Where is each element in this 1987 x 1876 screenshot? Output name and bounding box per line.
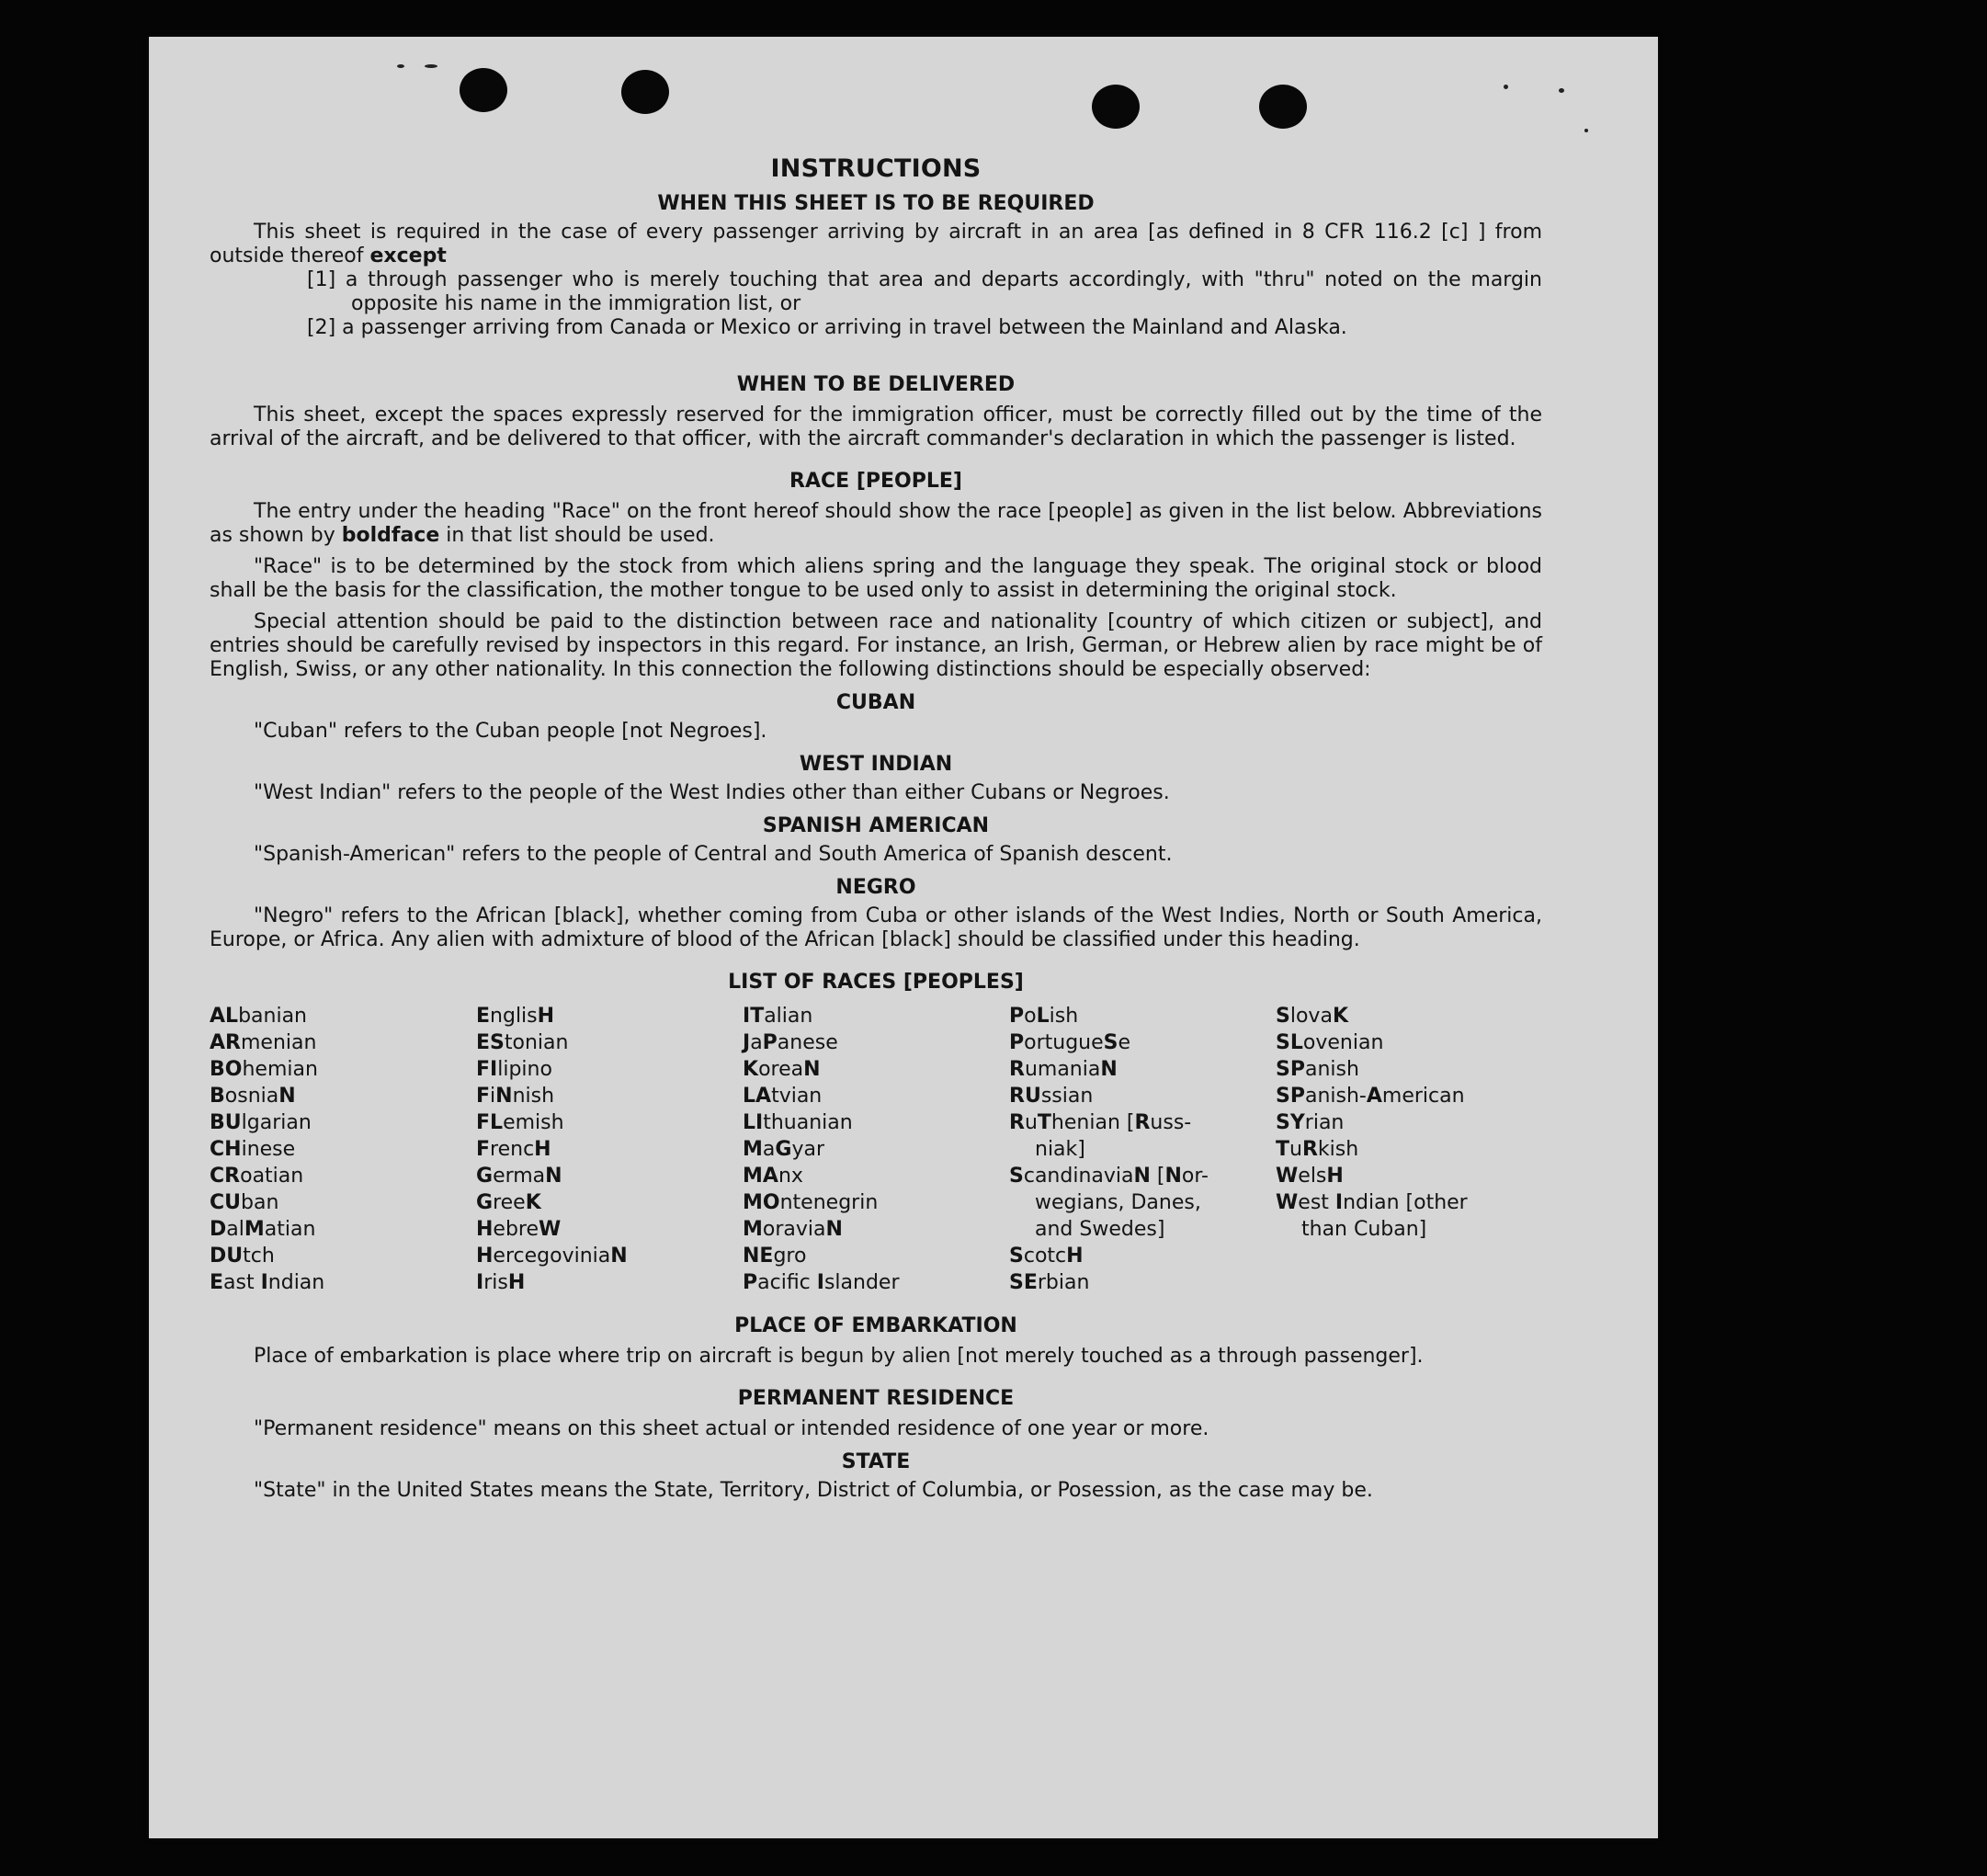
race-entry: ARmenian bbox=[210, 1031, 317, 1054]
list-item: [2] a passenger arriving from Canada or Mexico or arriving in travel between the Mainland and Alaska. bbox=[307, 316, 1347, 339]
paragraph: "Spanish-American" refers to the people of Central and South America of Spanish descent. bbox=[254, 843, 1173, 866]
instructions-content bbox=[210, 154, 1542, 1503]
section-heading: LIST OF RACES [PEOPLES] bbox=[728, 971, 1024, 994]
race-entry: PortugueSe bbox=[1009, 1031, 1131, 1054]
punch-hole bbox=[1259, 85, 1307, 129]
races-list bbox=[210, 1003, 1542, 1296]
section-heading: SPANISH AMERICAN bbox=[762, 814, 990, 837]
race-entry: NEgro bbox=[743, 1245, 807, 1268]
paragraph: The entry under the heading "Race" on the front hereof should show the race [people] as given in the list below. Abbreviations as shown by boldface in that list should be used. bbox=[210, 500, 1542, 547]
race-entry: EnglisH bbox=[476, 1005, 555, 1028]
list-item: [1] a through passenger who is merely touching that area and departs accordingly, with "thru" noted on the margin opposite his name in the immigration list, or bbox=[307, 268, 1542, 315]
race-column bbox=[210, 1003, 476, 1296]
race-entry: and Swedes] bbox=[1035, 1218, 1165, 1241]
race-entry: SLovenian bbox=[1276, 1031, 1384, 1054]
paragraph: "State" in the United States means the State, Territory, District of Columbia, or Posession, as the case may be. bbox=[254, 1479, 1373, 1502]
section-heading: WEST INDIAN bbox=[799, 753, 953, 776]
race-column bbox=[1009, 1003, 1276, 1296]
race-entry: West Indian [other bbox=[1276, 1191, 1468, 1214]
race-column bbox=[1276, 1003, 1542, 1296]
race-entry: RumaniaN bbox=[1009, 1058, 1118, 1081]
race-entry: ScandinaviaN [Nor- bbox=[1009, 1165, 1209, 1188]
race-entry: KoreaN bbox=[743, 1058, 821, 1081]
race-entry: SPanish-American bbox=[1276, 1085, 1465, 1108]
punch-hole bbox=[460, 68, 507, 112]
race-entry: ScotcH bbox=[1009, 1245, 1084, 1268]
race-entry: HercegoviniaN bbox=[476, 1245, 628, 1268]
section-heading: WHEN THIS SHEET IS TO BE REQUIRED bbox=[657, 192, 1095, 215]
race-entry: ITalian bbox=[743, 1005, 813, 1028]
race-entry: TuRkish bbox=[1276, 1138, 1359, 1161]
paragraph: "Cuban" refers to the Cuban people [not Negroes]. bbox=[254, 720, 767, 743]
race-entry: FrencH bbox=[476, 1138, 551, 1161]
race-entry: SYrian bbox=[1276, 1111, 1345, 1134]
paragraph: This sheet, except the spaces expressly reserved for the immigration officer, must be correctly filled out by the time of the arrival of the aircraft, and be delivered to that officer, with the aircraft commander's declaration in which the passenger is listed. bbox=[210, 404, 1542, 450]
race-entry: CUban bbox=[210, 1191, 279, 1214]
race-entry: DUtch bbox=[210, 1245, 275, 1268]
paragraph: Special attention should be paid to the distinction between race and nationality [country of which citizen or subject], and entries should be carefully revised by inspectors in this regard. For instance, an Irish, German, or Hebrew alien by race might be of English, Swiss, or any other nationality. In this connection the following distinctions should be especially observed: bbox=[210, 610, 1542, 681]
race-entry: MAnx bbox=[743, 1165, 803, 1188]
race-entry: MoraviaN bbox=[743, 1218, 843, 1241]
race-column bbox=[743, 1003, 1009, 1296]
paragraph: This sheet is required in the case of every passenger arriving by aircraft in an area [as defined in 8 CFR 116.2 [c] ] from outside thereof except bbox=[210, 221, 1542, 267]
section-heading: WHEN TO BE DELIVERED bbox=[736, 373, 1016, 396]
paragraph: "West Indian" refers to the people of the West Indies other than either Cubans or Negroes. bbox=[254, 781, 1170, 804]
section-heading: STATE bbox=[841, 1450, 911, 1473]
paragraph: "Race" is to be determined by the stock from which aliens spring and the language they speak. The original stock or blood shall be the basis for the classification, the mother tongue to be used only to assist in determining the original stock. bbox=[210, 555, 1542, 602]
document-page bbox=[149, 37, 1658, 1838]
race-entry: JaPanese bbox=[743, 1031, 838, 1054]
race-entry: wegians, Danes, bbox=[1035, 1191, 1201, 1214]
race-entry: GermaN bbox=[476, 1165, 562, 1188]
race-entry: SlovaK bbox=[1276, 1005, 1348, 1028]
race-entry: GreeK bbox=[476, 1191, 541, 1214]
ink-speck bbox=[1559, 88, 1564, 93]
ink-speck bbox=[1584, 129, 1588, 132]
section-heading: NEGRO bbox=[835, 876, 916, 899]
race-entry: MOntenegrin bbox=[743, 1191, 879, 1214]
race-entry: CHinese bbox=[210, 1138, 296, 1161]
paragraph: Place of embarkation is place where trip on aircraft is begun by alien [not merely touched as a through passenger]. bbox=[254, 1345, 1424, 1368]
race-entry: niak] bbox=[1035, 1138, 1085, 1161]
race-entry: FiNnish bbox=[476, 1085, 555, 1108]
race-entry: FIlipino bbox=[476, 1058, 552, 1081]
paragraph: "Negro" refers to the African [black], whether coming from Cuba or other islands of the West Indies, North or South America, Europe, or Africa. Any alien with admixture of blood of the African [black] should be classified under this heading. bbox=[210, 904, 1542, 951]
race-entry: EStonian bbox=[476, 1031, 569, 1054]
punch-hole bbox=[1092, 85, 1140, 129]
race-entry: than Cuban] bbox=[1301, 1218, 1427, 1241]
race-entry: RuThenian [Russ- bbox=[1009, 1111, 1192, 1134]
race-entry: IrisH bbox=[476, 1271, 526, 1294]
race-entry: WelsH bbox=[1276, 1165, 1344, 1188]
section-heading: RACE [PEOPLE] bbox=[789, 470, 962, 493]
race-entry: SPanish bbox=[1276, 1058, 1359, 1081]
punch-hole bbox=[621, 70, 669, 114]
race-entry: HebreW bbox=[476, 1218, 562, 1241]
race-entry: FLemish bbox=[476, 1111, 564, 1134]
race-entry: ALbanian bbox=[210, 1005, 307, 1028]
race-entry: Pacific Islander bbox=[743, 1271, 900, 1294]
race-entry: East Indian bbox=[210, 1271, 325, 1294]
race-column bbox=[476, 1003, 743, 1296]
race-entry: BUlgarian bbox=[210, 1111, 312, 1134]
race-entry: PoLish bbox=[1009, 1005, 1079, 1028]
section-heading: CUBAN bbox=[835, 691, 916, 714]
page-title: INSTRUCTIONS bbox=[770, 154, 982, 183]
race-entry: BosniaN bbox=[210, 1085, 296, 1108]
ink-speck bbox=[1504, 85, 1508, 89]
race-entry: DalMatian bbox=[210, 1218, 316, 1241]
race-entry: CRoatian bbox=[210, 1165, 304, 1188]
race-entry: RUssian bbox=[1009, 1085, 1094, 1108]
race-entry: LAtvian bbox=[743, 1085, 823, 1108]
paragraph: "Permanent residence" means on this sheet actual or intended residence of one year or more. bbox=[254, 1417, 1209, 1440]
ink-speck bbox=[425, 64, 437, 68]
section-heading: PLACE OF EMBARKATION bbox=[734, 1314, 1017, 1337]
ink-speck bbox=[397, 64, 404, 68]
race-entry: SErbian bbox=[1009, 1271, 1090, 1294]
section-heading: PERMANENT RESIDENCE bbox=[737, 1387, 1015, 1410]
race-entry: LIthuanian bbox=[743, 1111, 853, 1134]
race-entry: MaGyar bbox=[743, 1138, 824, 1161]
race-entry: BOhemian bbox=[210, 1058, 318, 1081]
